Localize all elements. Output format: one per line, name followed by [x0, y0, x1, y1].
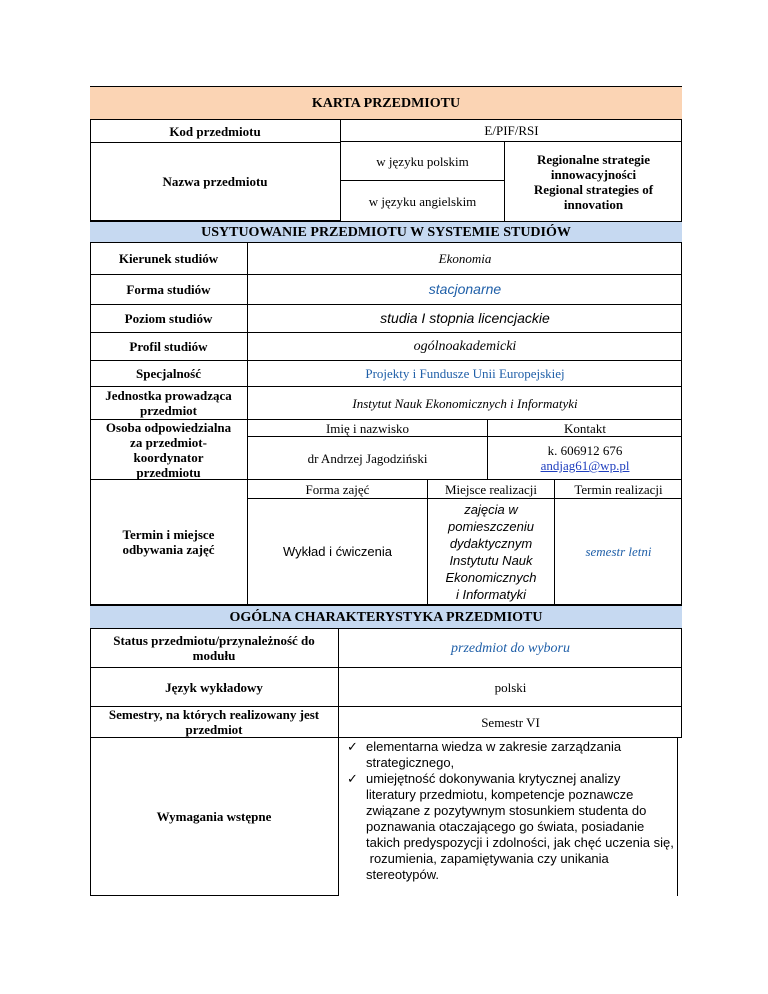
requirements-list-container	[339, 738, 677, 896]
schedule-form-value: Wykład i ćwiczenia	[247, 499, 427, 605]
field-label: Kierunek studiów	[90, 243, 247, 275]
card-title: KARTA PRZEDMIOTU	[90, 86, 682, 120]
schedule-label	[90, 480, 247, 605]
check-icon: ✓	[347, 771, 358, 786]
profile-value: ogólnoakademicki	[247, 333, 682, 361]
requirement-2-line-7: stereotypów.	[366, 867, 439, 882]
level-value: studia I stopnia licencjackie	[247, 305, 682, 333]
schedule-place-2: pomieszczeniu	[448, 518, 534, 534]
course-name-values	[504, 142, 682, 221]
course-name-pl-2: innowacyjności	[550, 166, 637, 182]
unit-label	[90, 387, 247, 420]
specialty-value: Projekty i Fundusze Unii Europejskiej	[247, 361, 682, 387]
status-value: przedmiot do wyboru	[451, 641, 570, 656]
course-code-label: Kod przedmiotu	[169, 123, 261, 139]
coordinator-phone: k. 606912 676	[547, 443, 623, 458]
unit-label-2: przedmiot	[139, 403, 198, 418]
status-label-2: modułu	[192, 648, 236, 663]
coordinator-label-2: za przedmiot-	[130, 434, 207, 450]
coordinator-label-4: przedmiotu	[136, 464, 201, 480]
coordinator-contact-header: Kontakt	[487, 420, 682, 437]
course-code-value: E/PIF/RSI	[340, 120, 682, 142]
requirement-1-line-1: elementarna wiedza w zakresie zarządzania	[366, 739, 622, 754]
schedule-place-4: Instytutu Nauk	[449, 552, 533, 568]
coordinator-label-1: Osoba odpowiedzialna	[105, 419, 232, 435]
course-name-pl-label: w języku polskim	[340, 142, 504, 180]
requirement-item	[339, 739, 677, 771]
course-name-en-label: w języku angielskim	[340, 180, 504, 221]
requirements-label: Wymagania wstępne	[90, 738, 339, 896]
requirement-item	[339, 771, 677, 883]
form-value: stacjonarne	[247, 275, 682, 305]
requirement-2-line-6: rozumienia, zapamiętywania czy unikania	[366, 851, 609, 866]
requirements-list	[339, 739, 677, 883]
requirement-2-line-4: poznawania otaczającego go świata, posiadanie	[366, 819, 645, 834]
course-name-en-2: innovation	[563, 196, 624, 212]
semesters-label-2: przedmiot	[185, 722, 243, 737]
coordinator-contact	[487, 437, 682, 480]
specialty-label: Specjalność	[90, 361, 247, 387]
language-value: polski	[339, 667, 682, 707]
level-label: Poziom studiów	[90, 305, 247, 333]
requirement-2-line-2: literatury przedmiotu, kompetencje poznawcze	[366, 787, 634, 802]
requirement-1-line-2: strategicznego,	[366, 755, 455, 770]
schedule-place-value	[427, 499, 554, 605]
table-right-border-lower	[677, 738, 678, 896]
schedule-place-6: i Informatyki	[455, 586, 527, 602]
section-general-heading: OGÓLNA CHARAKTERYSTYKA PRZEDMIOTU	[90, 605, 682, 629]
profile-label: Profil studiów	[90, 333, 247, 361]
coordinator-name: dr Andrzej Jagodziński	[247, 437, 487, 480]
schedule-label-2: odbywania zajęć	[122, 542, 215, 557]
requirement-2-line-1: umiejętność dokonywania krytycznej analizy	[366, 771, 621, 786]
requirement-2-line-5: takich predyspozycji i zdolności, jak chęć uczenia się,	[366, 835, 674, 850]
semesters-label	[90, 707, 339, 738]
unit-value: Instytut Nauk Ekonomicznych i Informatyki	[247, 387, 682, 420]
schedule-place-5: Ekonomicznych	[445, 569, 537, 585]
form-label: Forma studiów	[90, 275, 247, 305]
semesters-label-1: Semestry, na których realizowany jest	[108, 707, 320, 722]
schedule-place-1: zajęcia w	[464, 501, 518, 517]
coordinator-label-3: koordynator	[133, 449, 204, 465]
schedule-label-1: Termin i miejsce	[122, 527, 215, 542]
field-value: Ekonomia	[247, 243, 682, 275]
course-name-pl-1: Regionalne strategie	[536, 151, 650, 167]
section-placement-heading: USYTUOWANIE PRZEDMIOTU W SYSTEMIE STUDIÓW	[90, 221, 682, 243]
coordinator-email-link[interactable]: andjag61@wp.pl	[540, 458, 630, 473]
schedule-form-header: Forma zajęć	[247, 480, 427, 499]
unit-label-1: Jednostka prowadząca	[105, 388, 232, 403]
status-label	[90, 629, 339, 668]
check-icon: ✓	[347, 739, 358, 754]
schedule-place-3: dydaktycznym	[449, 535, 533, 551]
course-name-en-1: Regional strategies of	[533, 181, 654, 197]
schedule-term-header: Termin realizacji	[554, 480, 682, 499]
status-label-1: Status przedmiotu/przynależność do	[113, 633, 315, 648]
requirement-2-line-3: związane z pozytywnym stosunkiem studenta do	[366, 803, 647, 818]
course-name-label: Nazwa przedmiotu	[90, 142, 340, 221]
coordinator-label	[90, 420, 247, 480]
schedule-term-value: semestr letni	[554, 499, 682, 605]
coordinator-name-header: Imię i nazwisko	[247, 420, 487, 437]
language-label: Język wykładowy	[90, 668, 339, 707]
semesters-value: Semestr VI	[339, 707, 682, 738]
schedule-place-header: Miejsce realizacji	[427, 480, 554, 499]
